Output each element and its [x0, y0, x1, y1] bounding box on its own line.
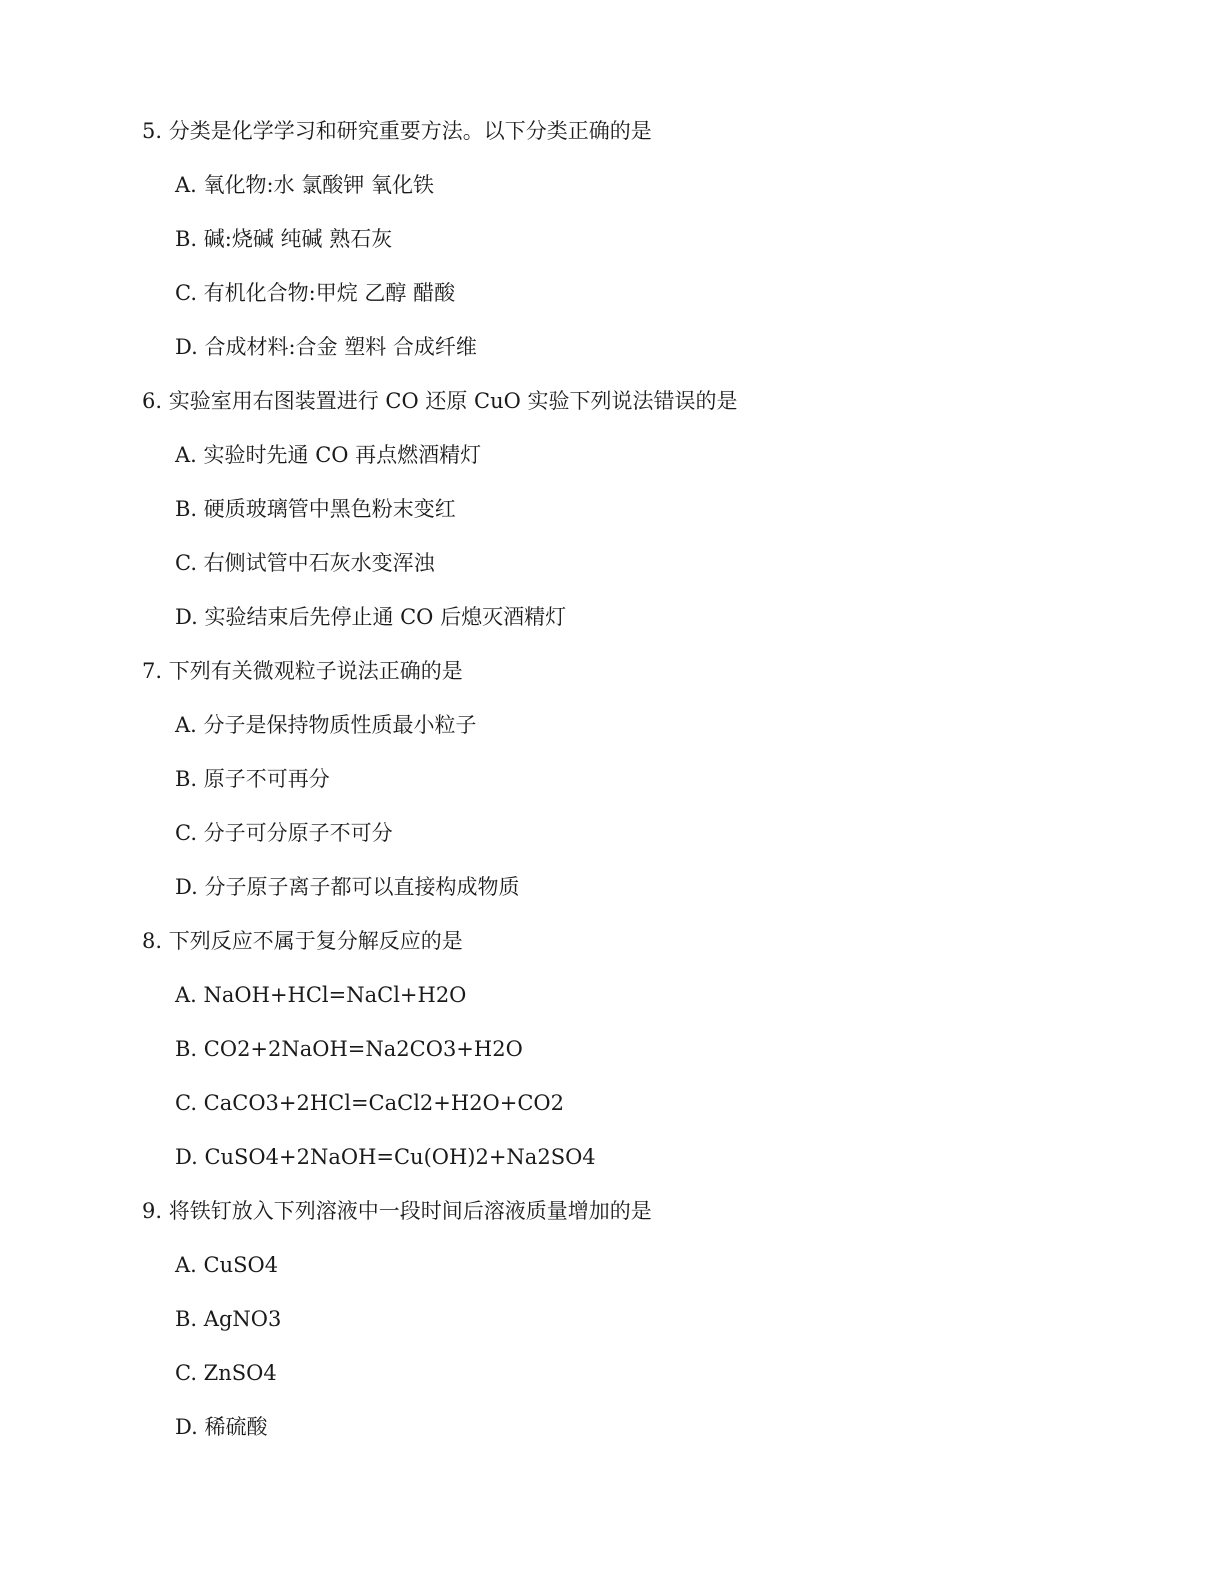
question-5-option-b: B. 碱:烧碱 纯碱 熟石灰 — [175, 227, 393, 251]
question-5-stem: 5. 分类是化学学习和研究重要方法。以下分类正确的是 — [142, 119, 652, 143]
question-6-option-a: A. 实验时先通 CO 再点燃酒精灯 — [175, 443, 482, 467]
question-6-option-c: C. 右侧试管中石灰水变浑浊 — [175, 551, 435, 575]
question-6-stem: 6. 实验室用右图装置进行 CO 还原 CuO 实验下列说法错误的是 — [142, 389, 738, 413]
question-6-option-d: D. 实验结束后先停止通 CO 后熄灭酒精灯 — [175, 605, 567, 629]
question-9-option-b: B. AgNO3 — [175, 1307, 282, 1331]
question-7-option-b: B. 原子不可再分 — [175, 767, 330, 791]
question-7-stem: 7. 下列有关微观粒子说法正确的是 — [142, 659, 463, 683]
question-6-option-b: B. 硬质玻璃管中黑色粉末变红 — [175, 497, 456, 521]
question-9-stem: 9. 将铁钉放入下列溶液中一段时间后溶液质量增加的是 — [142, 1199, 652, 1223]
question-5-option-d: D. 合成材料:合金 塑料 合成纤维 — [175, 335, 477, 359]
question-8-option-b: B. CO2+2NaOH=Na2CO3+H2O — [175, 1037, 523, 1061]
question-8-option-c: C. CaCO3+2HCl=CaCl2+H2O+CO2 — [175, 1091, 565, 1115]
question-9-option-c: C. ZnSO4 — [175, 1361, 277, 1385]
question-8-option-a: A. NaOH+HCl=NaCl+H2O — [175, 983, 467, 1007]
question-5-option-a: A. 氧化物:水 氯酸钾 氧化铁 — [175, 173, 434, 197]
question-7-option-c: C. 分子可分原子不可分 — [175, 821, 393, 845]
question-5-option-c: C. 有机化合物:甲烷 乙醇 醋酸 — [175, 281, 456, 305]
question-8-stem: 8. 下列反应不属于复分解反应的是 — [142, 929, 463, 953]
question-9-option-a: A. CuSO4 — [175, 1253, 279, 1277]
question-8-option-d: D. CuSO4+2NaOH=Cu(OH)2+Na2SO4 — [175, 1145, 596, 1169]
question-7-option-a: A. 分子是保持物质性质最小粒子 — [175, 713, 477, 737]
question-7-option-d: D. 分子原子离子都可以直接构成物质 — [175, 875, 520, 899]
question-9-option-d: D. 稀硫酸 — [175, 1415, 268, 1439]
